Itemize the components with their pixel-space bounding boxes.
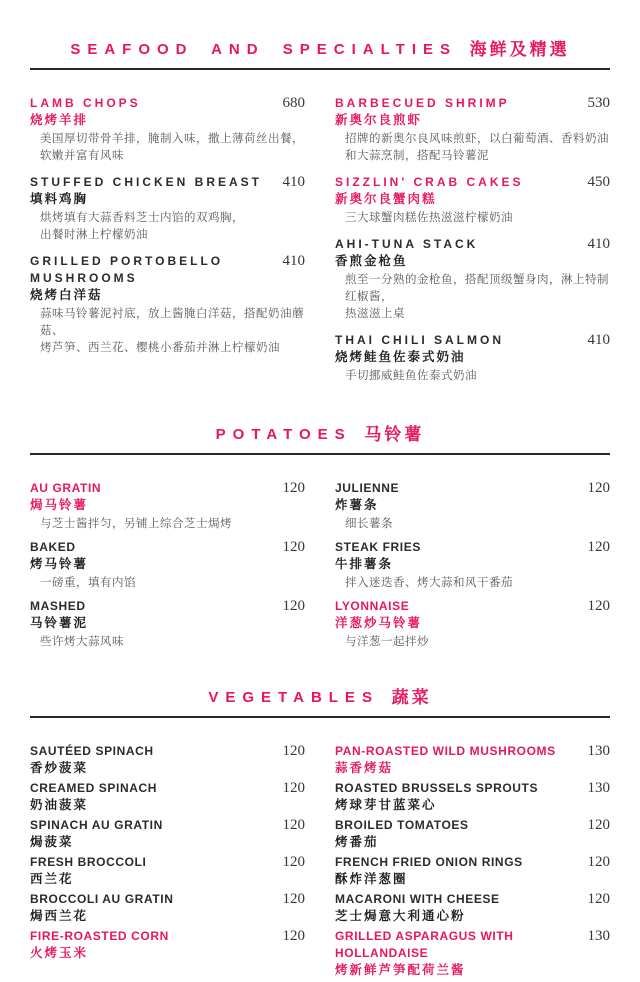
menu-item-names — [30, 928, 169, 961]
menu-item — [335, 95, 610, 165]
item-name-zh: 马铃薯泥 — [30, 616, 89, 630]
menu-item-header — [335, 780, 610, 813]
item-name-en: AU GRATIN — [30, 481, 102, 495]
item-name-en: GRILLED ASPARAGUS WITH HOLLANDAISE — [335, 929, 514, 960]
menu-item — [30, 539, 305, 592]
item-name-zh: 火烤玉米 — [30, 946, 89, 960]
menu-item — [335, 332, 610, 385]
item-description — [335, 272, 610, 323]
item-description — [30, 575, 305, 592]
menu-column-left — [30, 743, 305, 982]
menu-item-header — [30, 598, 305, 632]
menu-item-names — [335, 598, 422, 632]
menu-item-header — [335, 743, 610, 776]
menu-item-header — [335, 332, 610, 366]
menu-item-header — [30, 253, 305, 304]
item-description-line: 一磅重，填有内馅 — [40, 577, 136, 589]
menu-item-header — [30, 743, 305, 776]
menu-item — [335, 817, 610, 850]
item-description — [30, 634, 305, 651]
section-divider — [30, 453, 610, 455]
menu-item — [30, 928, 305, 961]
item-description — [335, 575, 610, 592]
menu-item-header — [30, 891, 305, 924]
item-name-en: MASHED — [30, 599, 86, 613]
item-name-zh: 香煎金枪鱼 — [335, 254, 408, 268]
item-price: 130 — [587, 928, 610, 944]
menu-item — [335, 854, 610, 887]
menu-item-names — [30, 598, 88, 632]
menu-item-names — [30, 780, 157, 813]
item-name-en: SPINACH AU GRATIN — [30, 818, 163, 832]
menu-item-header — [30, 928, 305, 961]
item-name-en: BARBECUED SHRIMP — [335, 96, 510, 110]
item-name-zh: 酥炸洋葱圈 — [335, 872, 408, 886]
menu-item — [335, 480, 610, 533]
menu-item-names — [30, 891, 173, 924]
menu-item-names — [335, 780, 538, 813]
item-price: 450 — [587, 174, 610, 190]
menu-item — [30, 854, 305, 887]
item-name-zh: 焗马铃薯 — [30, 498, 89, 512]
item-description — [30, 306, 305, 357]
item-price: 680 — [282, 95, 305, 111]
item-description-line: 热滋滋上桌 — [345, 308, 405, 320]
item-name-en: SAUTÉED SPINACH — [30, 744, 154, 758]
item-price: 120 — [587, 817, 610, 833]
item-name-en: CREAMED SPINACH — [30, 781, 158, 795]
item-name-zh: 焗菠菜 — [30, 835, 74, 849]
item-description — [335, 131, 610, 165]
section-title-en: VEGETABLES — [208, 689, 379, 706]
item-price: 120 — [282, 780, 305, 796]
section-columns — [30, 480, 610, 657]
item-price: 120 — [282, 743, 305, 759]
menu-item-names — [30, 539, 88, 573]
menu-item-names — [30, 95, 141, 129]
item-description-line: 与洋葱一起拌炒 — [345, 636, 429, 648]
menu-item-names — [335, 236, 478, 270]
menu-item-header — [335, 598, 610, 632]
item-description-line: 蒜味马铃薯泥衬底，放上酱腌白洋菇，搭配奶油蘑菇、 — [40, 308, 304, 337]
menu-item-names — [30, 743, 154, 776]
menu-item-names — [335, 743, 556, 776]
item-description — [30, 131, 305, 165]
item-name-zh: 新奥尔良煎虾 — [335, 113, 423, 127]
item-name-en: STEAK FRIES — [335, 540, 421, 554]
item-name-en: FRESH BROCCOLI — [30, 855, 147, 869]
item-price: 410 — [282, 174, 305, 190]
menu-section — [30, 681, 610, 982]
section-header — [30, 33, 610, 61]
item-price: 120 — [282, 598, 305, 614]
item-description-line: 拌入迷迭香、烤大蒜和风干番茄 — [345, 577, 513, 589]
item-name-zh: 填料鸡胸 — [30, 192, 89, 206]
menu-item-header — [335, 817, 610, 850]
section-title-en: SEAFOOD AND SPECIALTIES — [70, 41, 457, 58]
item-name-zh: 烤新鲜芦笋配荷兰酱 — [335, 963, 466, 977]
menu-item — [30, 598, 305, 651]
section-title-zh: 蔬菜 — [391, 688, 432, 707]
item-description-line: 和大蒜烹制，搭配马铃薯泥 — [345, 150, 489, 162]
item-name-en: JULIENNE — [335, 481, 400, 495]
item-name-zh: 烧烤羊排 — [30, 113, 89, 127]
item-name-en: MACARONI WITH CHEESE — [335, 892, 500, 906]
menu-item — [30, 95, 305, 165]
section-title-en: POTATOES — [215, 426, 352, 443]
item-name-zh: 烧烤鲑鱼佐泰式奶油 — [335, 350, 466, 364]
menu-item — [335, 928, 610, 978]
menu-item-header — [30, 539, 305, 573]
item-name-en: BROILED TOMATOES — [335, 818, 469, 832]
item-name-zh: 焗西兰花 — [30, 909, 89, 923]
menu-item-names — [30, 174, 262, 208]
menu-item-header — [30, 95, 305, 129]
item-name-en: BAKED — [30, 540, 76, 554]
menu-item — [335, 539, 610, 592]
item-description-line: 出餐时淋上柠檬奶油 — [40, 229, 148, 241]
item-description-line: 烘烤填有大蒜香料芝士内馅的双鸡胸， — [40, 212, 244, 224]
menu-item-header — [335, 236, 610, 270]
item-name-en: BROCCOLI AU GRATIN — [30, 892, 174, 906]
menu-item — [30, 743, 305, 776]
item-name-en: AHI-TUNA STACK — [335, 237, 479, 251]
menu-item — [335, 598, 610, 651]
menu-item-header — [30, 854, 305, 887]
section-header — [30, 681, 610, 709]
menu-item — [30, 891, 305, 924]
item-description-line: 招牌的新奥尔良风味煎虾，以白葡萄酒、香料奶油 — [345, 133, 609, 145]
item-price: 120 — [282, 854, 305, 870]
menu-item — [335, 780, 610, 813]
menu-item — [30, 817, 305, 850]
item-price: 130 — [587, 743, 610, 759]
menu-section — [30, 33, 610, 394]
item-price: 120 — [282, 480, 305, 496]
section-title-zh: 马铃薯 — [364, 425, 425, 444]
menu-column-right — [335, 743, 610, 982]
menu-column-left — [30, 480, 305, 657]
menu-column-right — [335, 480, 610, 657]
menu-item-names — [30, 854, 146, 887]
menu-item-names — [30, 817, 163, 850]
menu-item — [335, 174, 610, 227]
item-description — [335, 368, 610, 385]
menu-item-names — [335, 539, 421, 573]
item-price: 410 — [587, 332, 610, 348]
item-name-zh: 洋葱炒马铃薯 — [335, 616, 423, 630]
section-columns — [30, 743, 610, 982]
menu-item — [335, 236, 610, 323]
item-price: 120 — [587, 480, 610, 496]
item-description-line: 细长薯条 — [345, 518, 393, 530]
item-price: 120 — [282, 539, 305, 555]
section-columns — [30, 95, 610, 394]
item-description-line: 手切挪威鲑鱼佐泰式奶油 — [345, 370, 477, 382]
menu-item-header — [335, 480, 610, 514]
item-name-en: STUFFED CHICKEN BREAST — [30, 175, 263, 189]
menu-item-names — [335, 891, 500, 924]
item-description-line: 软嫩并富有风味 — [40, 150, 124, 162]
menu-item-names — [335, 928, 580, 978]
menu-item — [30, 780, 305, 813]
item-name-en: SIZZLIN' CRAB CAKES — [335, 175, 524, 189]
menu-item-names — [30, 253, 275, 304]
item-description-line: 美国厚切带骨羊排，腌制入味，撒上薄荷丝出餐， — [40, 133, 304, 145]
menu-item-names — [335, 95, 510, 129]
item-description-line: 三大球蟹肉糕佐热滋滋柠檬奶油 — [345, 212, 513, 224]
item-price: 120 — [282, 817, 305, 833]
menu-item-header — [30, 817, 305, 850]
item-name-zh: 烤马铃薯 — [30, 557, 89, 571]
item-price: 120 — [587, 891, 610, 907]
item-name-zh: 新奥尔良蟹肉糕 — [335, 192, 437, 206]
item-description — [335, 210, 610, 227]
menu-item-names — [335, 480, 399, 514]
item-name-zh: 芝士焗意大利通心粉 — [335, 909, 466, 923]
menu-item-header — [335, 891, 610, 924]
item-name-zh: 炸薯条 — [335, 498, 379, 512]
menu-item-header — [335, 928, 610, 978]
item-description — [30, 210, 305, 244]
menu-item — [335, 891, 610, 924]
menu-item-header — [335, 854, 610, 887]
item-name-zh: 烧烤白洋菇 — [30, 288, 103, 302]
menu-item — [335, 743, 610, 776]
menu-item — [30, 174, 305, 244]
item-price: 120 — [587, 598, 610, 614]
menu-section — [30, 418, 610, 657]
menu-item-names — [335, 174, 524, 208]
section-header — [30, 418, 610, 446]
item-name-zh: 西兰花 — [30, 872, 74, 886]
menu-column-right — [335, 95, 610, 394]
menu-item-names — [335, 332, 504, 366]
menu-item-header — [30, 174, 305, 208]
item-description — [30, 516, 305, 533]
item-name-en: FRENCH FRIED ONION RINGS — [335, 855, 523, 869]
section-divider — [30, 716, 610, 718]
menu-item — [30, 480, 305, 533]
item-name-en: PAN-ROASTED WILD MUSHROOMS — [335, 744, 556, 758]
item-name-zh: 烤番茄 — [335, 835, 379, 849]
item-name-en: THAI CHILI SALMON — [335, 333, 504, 347]
menu-item-names — [335, 817, 469, 850]
item-price: 530 — [587, 95, 610, 111]
menu-column-left — [30, 95, 305, 394]
item-price: 120 — [282, 891, 305, 907]
menu-item-header — [335, 539, 610, 573]
menu-item-names — [30, 480, 101, 514]
menu-item — [30, 253, 305, 357]
item-price: 120 — [587, 854, 610, 870]
section-title-zh: 海鲜及精選 — [469, 40, 570, 59]
item-name-en: LYONNAISE — [335, 599, 410, 613]
item-name-zh: 香炒菠菜 — [30, 761, 89, 775]
menu-item-header — [30, 480, 305, 514]
item-name-en: GRILLED PORTOBELLO MUSHROOMS — [30, 254, 224, 285]
item-description-line: 烤芦笋、西兰花、樱桃小番茄并淋上柠檬奶油 — [40, 342, 280, 354]
item-price: 130 — [587, 780, 610, 796]
item-description-line: 与芝士酱拌匀，另铺上综合芝士焗烤 — [40, 518, 232, 530]
item-description — [335, 634, 610, 651]
section-divider — [30, 68, 610, 70]
menu-item-header — [335, 174, 610, 208]
item-name-zh: 烤球芽甘蓝菜心 — [335, 798, 437, 812]
item-name-en: FIRE-ROASTED CORN — [30, 929, 169, 943]
item-description-line: 煎至一分熟的金枪鱼，搭配顶级蟹身肉，淋上特制红椒酱， — [345, 274, 609, 303]
item-price: 410 — [282, 253, 305, 269]
menu-item-header — [30, 780, 305, 813]
item-price: 120 — [587, 539, 610, 555]
item-name-en: ROASTED BRUSSELS SPROUTS — [335, 781, 539, 795]
item-price: 120 — [282, 928, 305, 944]
item-description — [335, 516, 610, 533]
menu-item-header — [335, 95, 610, 129]
item-price: 410 — [587, 236, 610, 252]
menu-item-names — [335, 854, 523, 887]
item-description-line: 些许烤大蒜风味 — [40, 636, 124, 648]
item-name-zh: 牛排薯条 — [335, 557, 394, 571]
item-name-zh: 蒜香烤菇 — [335, 761, 394, 775]
item-name-en: LAMB CHOPS — [30, 96, 141, 110]
item-name-zh: 奶油菠菜 — [30, 798, 89, 812]
